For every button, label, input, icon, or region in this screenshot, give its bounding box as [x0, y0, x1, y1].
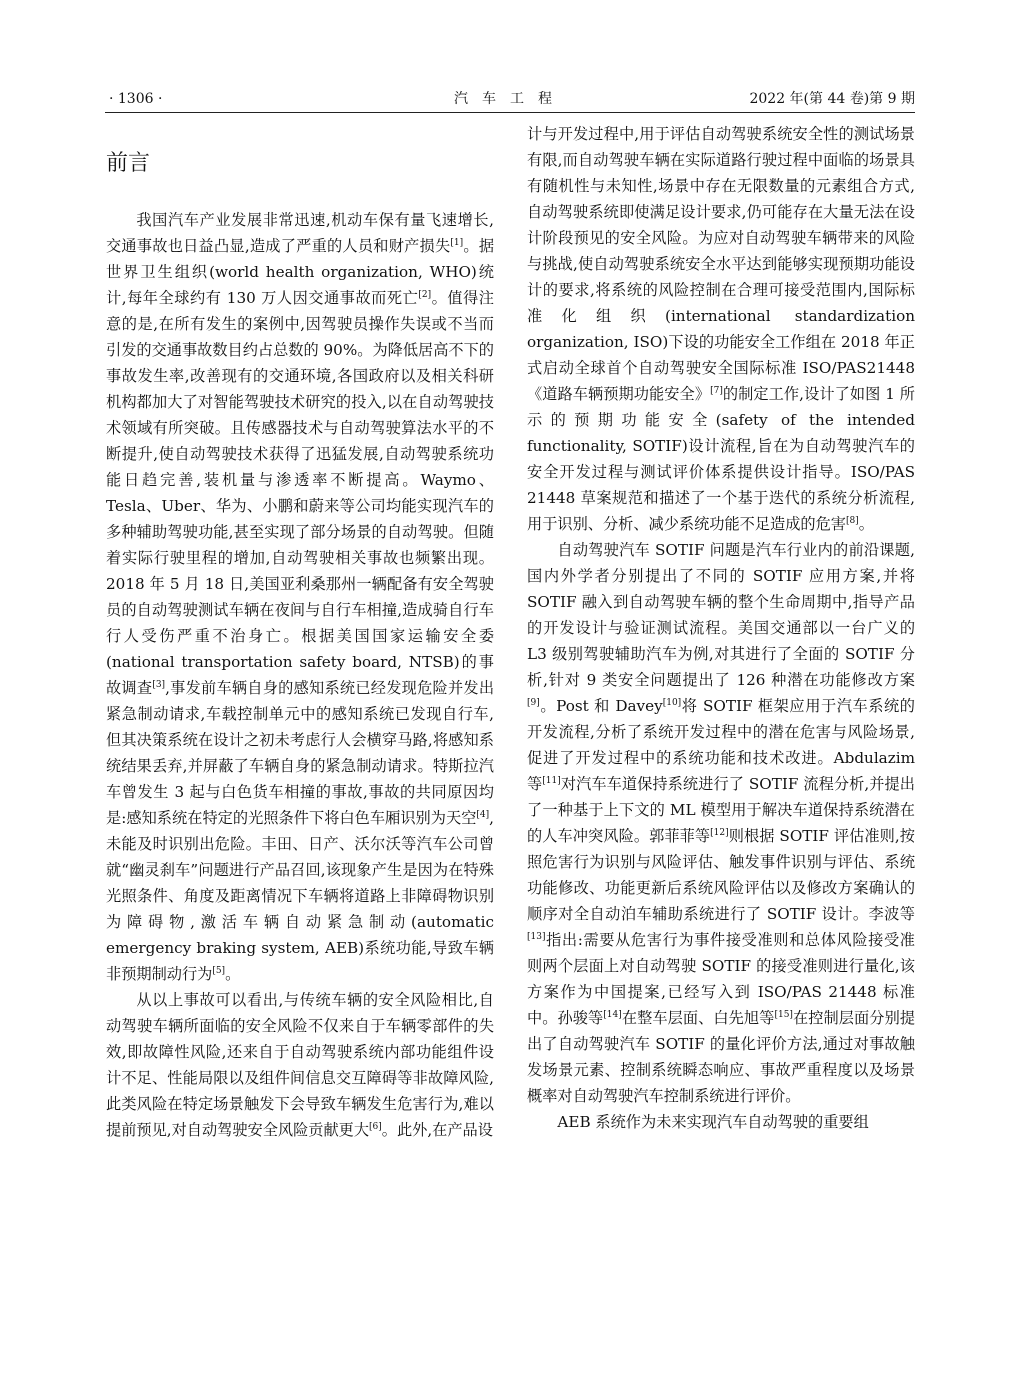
paragraph: 自动驾驶汽车 SOTIF 问题是汽车行业内的前沿课题,国内外学者分别提出了不同的 SOTIF 应用方案,并将 SOTIF 融入到自动驾驶车辆的整个生命周期中,指导产品的开发设计与验证测试流程。美国交通部以一台广义的 L3 级别驾驶辅助汽车为例,对其进行了全面的 SOTIF 分析,针对 9 类安全问题提出了 126 种潜在功能修改方案[9]。Post 和 Davey[10]将 SOTIF 框架应用于汽车系统的开发流程,分析了系统开发过程中的潜在危害与风险场景,促进了开发过程中的系统功能和技术改进。Abdulazim 等[11]对汽车车道保持系统进行了 SOTIF 流程分析,并提出了一种基于上下文的 ML 模型用于解决车道保持系统潜在的人车冲突风险。郭菲菲等[12]则根据 SOTIF 评估准则,按照危害行为识别与风险评估、触发事件识别与评估、系统功能修改、功能更新后系统风险评估以及修改方案确认的顺序对全自动泊车辅助系统进行了 SOTIF 设计。李波等[13]指出:需要从危害行为事件接受准则和总体风险接受准则两个层面上对自动驾驶 SOTIF 的接受准则进行量化,该方案作为中国提案,已经写入到 ISO/PAS 21448 标准中。孙骏等[14]在整车层面、白先旭等[15]在控制层面分别提出了自动驾驶汽车 SOTIF 的量化评价方法,通过对事故触发场景元素、控制系统瞬态响应、事故严重程度以及场景概率对自动驾驶汽车控制系统进行评价。 [527, 541, 916, 1105]
citation[interactable]: [14] [603, 1009, 622, 1020]
left-column [106, 120, 494, 1143]
right-column [527, 121, 915, 1135]
citation[interactable]: [12] [710, 827, 729, 838]
citation[interactable]: [2] [418, 289, 432, 300]
citation[interactable]: [7] [710, 385, 723, 396]
section-title: 前言 [106, 151, 151, 176]
paragraph: 计与开发过程中,用于评估自动驾驶系统安全性的测试场景有限,而自动驾驶车辆在实际道路行驶过程中面临的场景具有随机性与未知性,场景中存在无限数量的元素组合方式,自动驾驶系统即使满足设计要求,仍可能存在大量无法在设计阶段预见的安全风险。为应对自动驾驶车辆带来的风险与挑战,使自动驾驶系统安全水平达到能够实现预期功能设计的要求,将系统的风险控制在合理可接受范围内,国际标准化组织(international standardization organization, ISO)下设的功能安全工作组在 2018 年正式启动全球首个自动驾驶安全国际标准 ISO/PAS21448《道路车辆预期功能安全》[7]的制定工作,设计了如图 1 所示的预期功能安全(safety of the intended functionality, SOTIF)设计流程,旨在为自动驾驶汽车的安全开发过程与测试评价体系提供设计指导。ISO/PAS 21448 草案规范和描述了一个基于迭代的系统分析流程,用于识别、分析、减少系统功能不足造成的危害[8]。 [527, 125, 915, 533]
citation[interactable]: [3] [152, 679, 166, 690]
issue-info: 2022 年(第 44 卷)第 9 期 [749, 91, 915, 107]
citation[interactable]: [9] [527, 697, 540, 708]
citation[interactable]: [13] [527, 931, 546, 942]
citation[interactable]: [8] [845, 515, 859, 526]
header-rule [105, 112, 915, 113]
journal-name: 汽车工程 [454, 91, 566, 107]
paragraph: AEB 系统作为未来实现汽车自动驾驶的重要组 [557, 1113, 869, 1131]
citation[interactable]: [4] [476, 809, 490, 820]
citation[interactable]: [15] [774, 1009, 793, 1020]
paragraph: 我国汽车产业发展非常迅速,机动车保有量飞速增长,交通事故也日益凸显,造成了严重的人员和财产损失[1]。据世界卫生组织(world health organization, WHO)统计,每年全球约有 130 万人因交通事故而死亡[2]。值得注意的是,在所有发生的案例中,因驾驶员操作失误或不当而引发的交通事故数目约占总数的 90%。为降低居高不下的事故发生率,改善现有的交通环境,各国政府以及相关科研机构都加大了对智能驾驶技术研究的投入,以在自动驾驶技术领域有所突破。且传感器技术与自动驾驶算法水平的不断提升,使自动驾驶技术获得了迅猛发展,自动驾驶系统功能日趋完善,装机量与渗透率不断提高。Waymo、Tesla、Uber、华为、小鹏和蔚来等公司均能实现汽车的多种辅助驾驶功能,甚至实现了部分场景的自动驾驶。但随着实际行驶里程的增加,自动驾驶相关事故也频繁出现。2018 年 5 月 18 日,美国亚利桑那州一辆配备有安全驾驶员的自动驾驶测试车辆在夜间与自行车相撞,造成骑自行车行人受伤严重不治身亡。根据美国国家运输安全委(national transportation safety board, NTSB)的事故调查[3],事发前车辆自身的感知系统已经发现危险并发出紧急制动请求,车载控制单元中的感知系统已发现自行车,但其决策系统在设计之初未考虑行人会横穿马路,将感知系统结果丢弃,并屏蔽了车辆自身的紧急制动请求。特斯拉汽车曾发生 3 起与白色货车相撞的事故,事故的共同原因均是:感知系统在特定的光照条件下将白色车厢识别为天空[4],未能及时识别出危险。丰田、日产、沃尔沃等汽车公司曾就“幽灵刹车”问题进行产品召回,该现象产生是因为在特殊光照条件、角度及距离情况下车辆将道路上非障碍物识别为障碍物,激活车辆自动紧急制动(automatic emergency braking system, AEB)系统功能,导致车辆非预期制动行为[5]。 [106, 211, 495, 983]
citation[interactable]: [11] [542, 775, 561, 786]
citation[interactable]: [1] [450, 237, 464, 248]
citation[interactable]: [5] [212, 965, 226, 976]
citation[interactable]: [10] [662, 697, 682, 708]
page-number: · 1306 · [109, 91, 163, 107]
citation[interactable]: [6] [369, 1121, 382, 1132]
running-header [105, 88, 915, 110]
paragraph: 从以上事故可以看出,与传统车辆的安全风险相比,自动驾驶车辆所面临的安全风险不仅来自于车辆零部件的失效,即故障性风险,还来自于自动驾驶系统内部功能组件设计不足、性能局限以及组件间信息交互障碍等非故障风险,此类风险在特定场景触发下会导致车辆发生危害行为,难以提前预见,对自动驾驶安全风险贡献更大[6]。此外,在产品设 [106, 991, 494, 1139]
